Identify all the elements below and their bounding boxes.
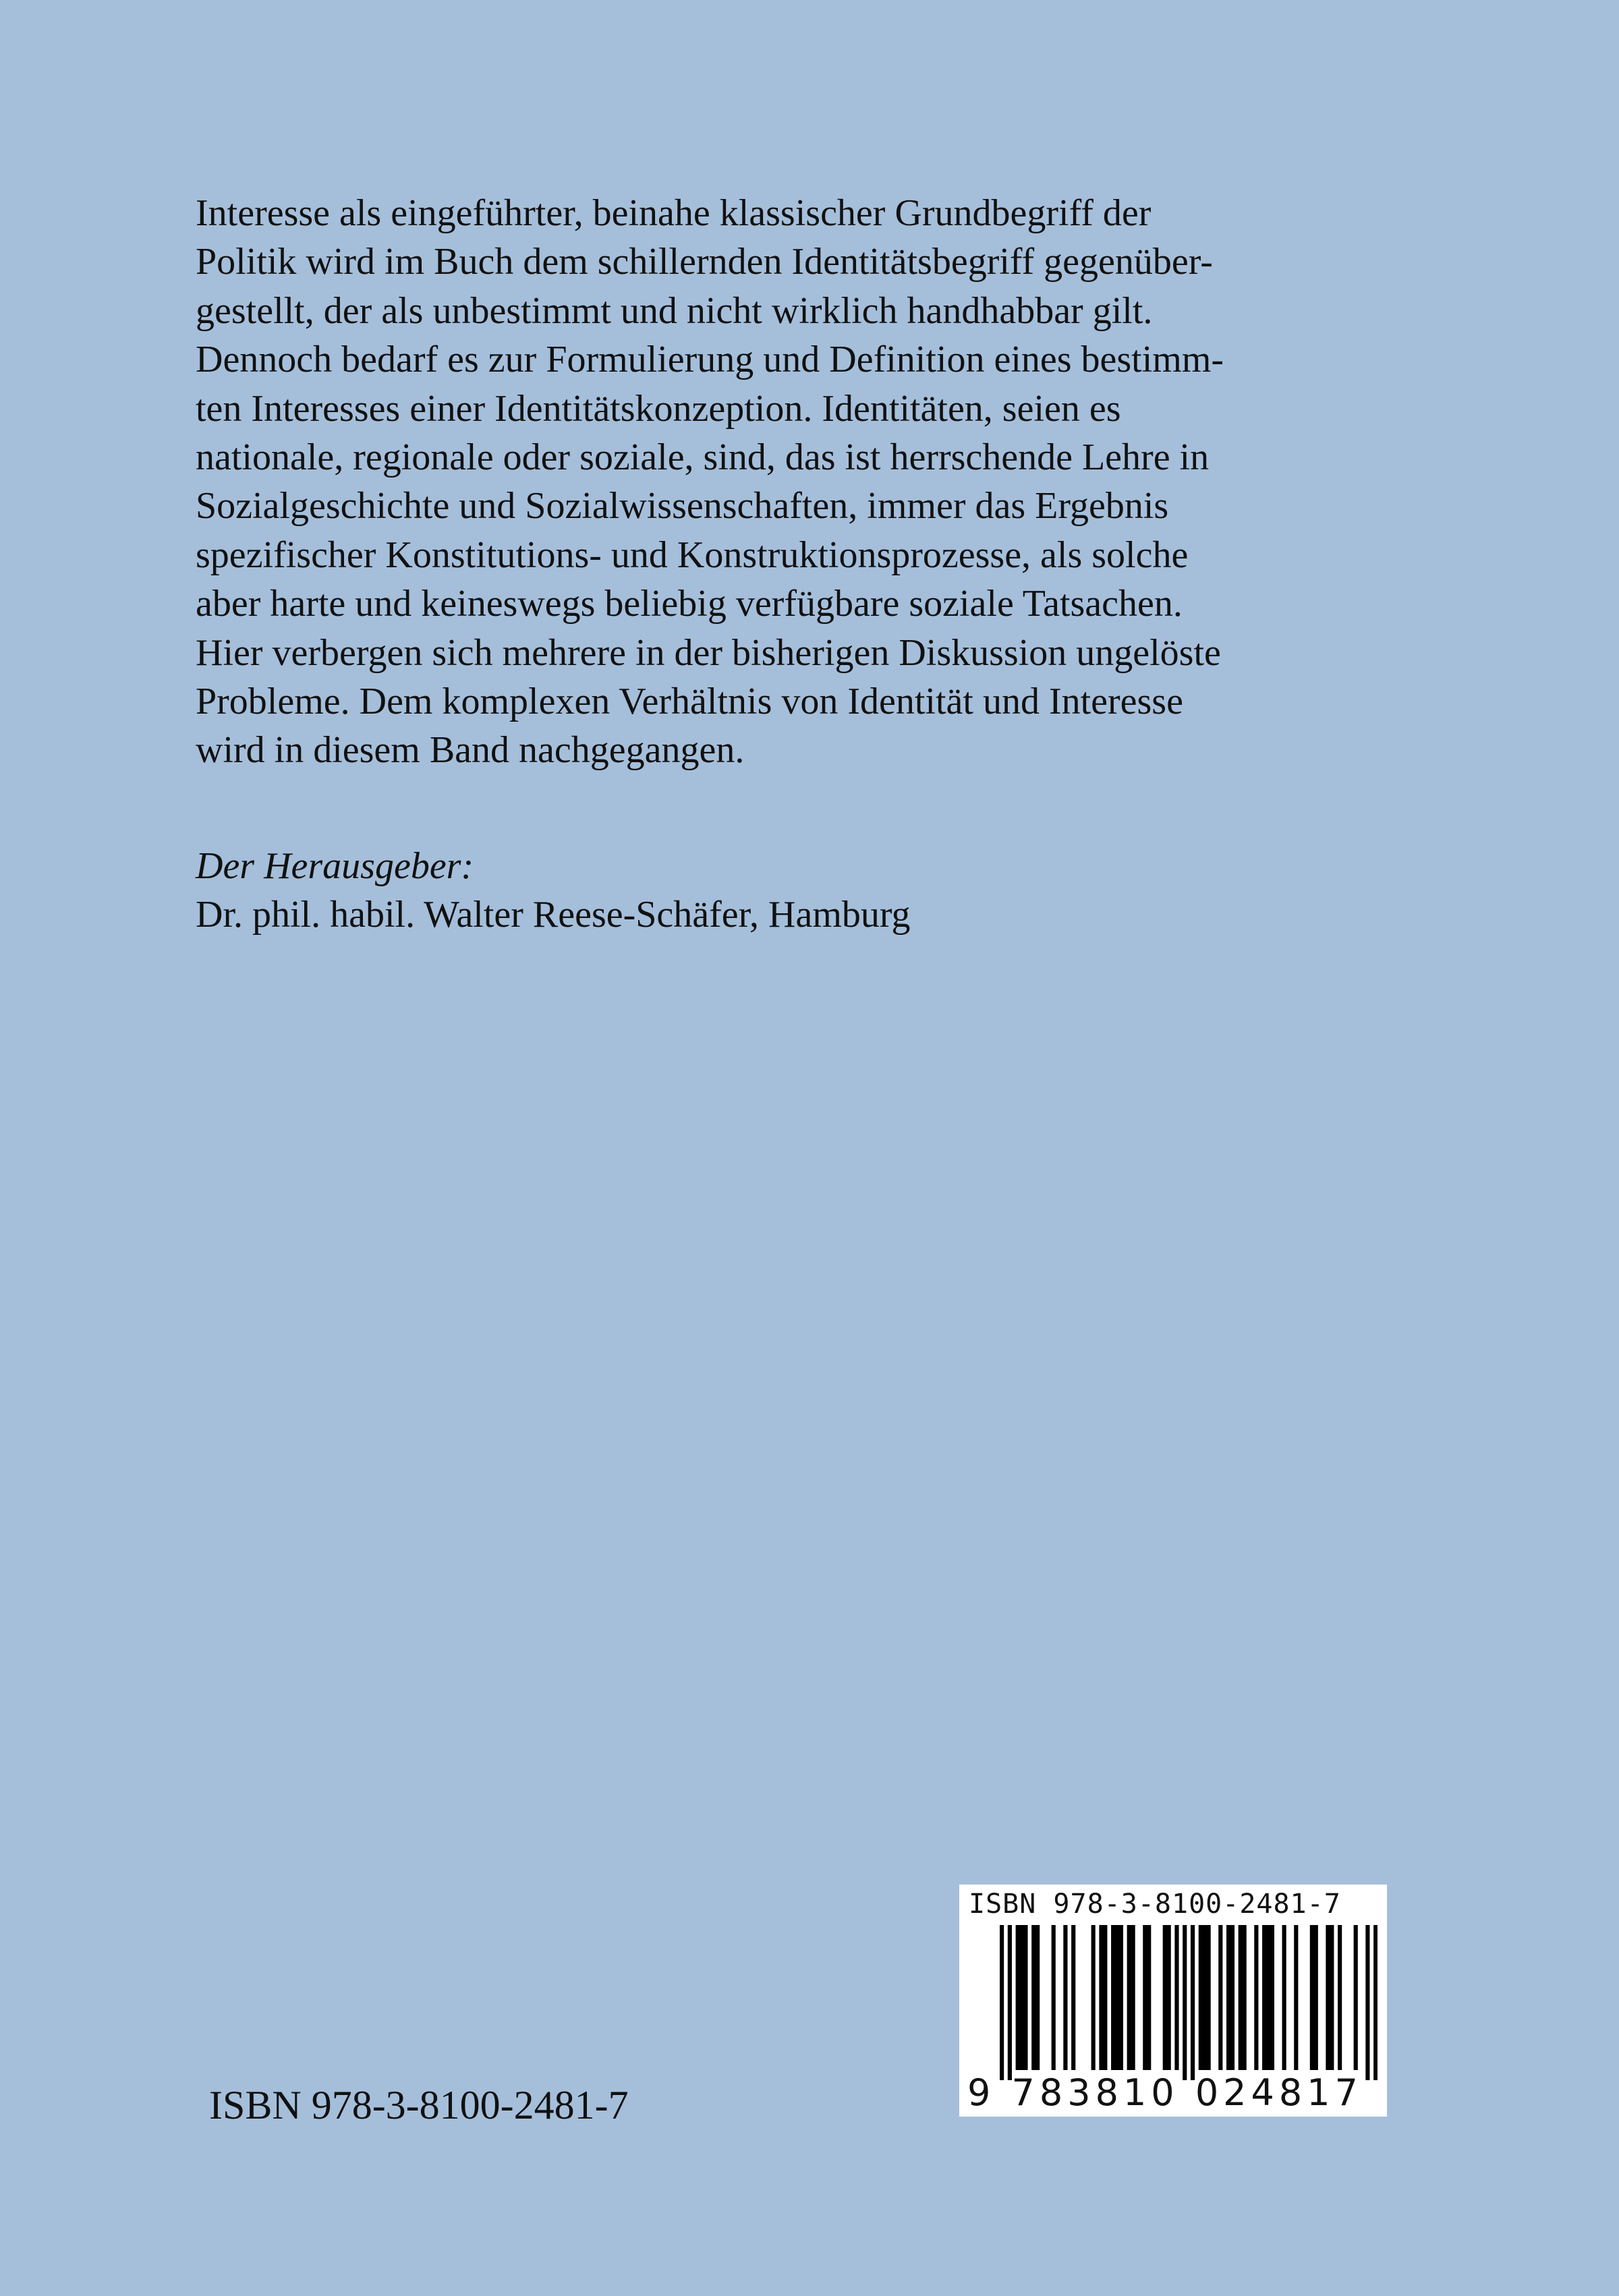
barcode-guard-bar [1000, 1925, 1004, 2080]
barcode-bar [1218, 1925, 1222, 2070]
blurb-line: aber harte und keineswegs beliebig verfügbare soziale Tatsachen. [196, 583, 1183, 625]
barcode-bar [1111, 1925, 1115, 2070]
barcode-bar [1091, 1925, 1096, 2070]
barcode-bar [1282, 1925, 1286, 2070]
isbn-text: ISBN 978-3-8100-2481-7 [209, 2083, 629, 2127]
editor-label: Der Herausgeber: [196, 845, 474, 887]
barcode-guard-bar [1365, 1925, 1369, 2080]
barcode-bar [1326, 1925, 1330, 2070]
barcode-bar [1254, 1925, 1258, 2070]
barcode-bar [1147, 1925, 1151, 2070]
blurb-line: Sozialgeschichte und Sozialwissenschaften, immer das Ergebnis [196, 485, 1169, 527]
barcode-bar [1266, 1925, 1270, 2070]
barcode-bar [1203, 1925, 1207, 2070]
barcode-bar [1131, 1925, 1135, 2070]
barcode [959, 1885, 1387, 2117]
blurb-line: gestellt, der als unbestimmt und nicht wirklich handhabbar gilt. [196, 289, 1153, 332]
barcode-bar [1163, 1925, 1167, 2070]
barcode-bar [1270, 1925, 1274, 2070]
blurb-line: Interesse als eingeführter, beinahe klassischer Grundbegriff der [196, 192, 1152, 234]
barcode-guard-bar [1191, 1925, 1195, 2080]
barcode-guard-bar [1008, 1925, 1012, 2080]
barcode-bar [1063, 1925, 1067, 2070]
barcode-bar [1243, 1925, 1247, 2070]
barcode-bar [1310, 1925, 1314, 2070]
editor-name: Dr. phil. habil. Walter Reese-Schäfer, Hamburg [196, 894, 911, 936]
barcode-bar [1119, 1925, 1123, 2070]
barcode-bar [1127, 1925, 1131, 2070]
barcode-bar [1338, 1925, 1342, 2070]
blurb-line: ten Interesses einer Identitätskonzeption. Identitäten, seien es [196, 387, 1121, 430]
blurb-line: wird in diesem Band nachgegangen. [196, 729, 745, 772]
barcode-bar [1174, 1925, 1178, 2070]
barcode-bar [1016, 1925, 1020, 2070]
barcode-bar [1023, 1925, 1027, 2070]
barcode-isbn-label: ISBN 978-3-8100-2481-7 [969, 1889, 1341, 1920]
barcode-bar [1314, 1925, 1318, 2070]
blurb-line: Hier verbergen sich mehrere in der bisherigen Diskussion ungelöste [196, 631, 1221, 674]
barcode-digits: 9 783810 024817 [967, 2071, 1363, 2114]
barcode-guard-bar [1373, 1925, 1377, 2080]
blurb-line: Dennoch bedarf es zur Formulierung und Definition eines bestimm- [196, 339, 1224, 381]
blurb-text [196, 189, 1477, 775]
blurb-line: Probleme. Dem komplexen Verhältnis von Identität und Interesse [196, 681, 1183, 723]
barcode-bar [1230, 1925, 1234, 2070]
barcode-bar [1294, 1925, 1298, 2070]
barcode-bar [1071, 1925, 1075, 2070]
barcode-bar [1226, 1925, 1230, 2070]
barcode-bar [1199, 1925, 1203, 2070]
barcode-bar [1262, 1925, 1266, 2070]
barcode-bar [1099, 1925, 1103, 2070]
barcode-bar [1019, 1925, 1023, 2070]
blurb-line: spezifischer Konstitutions- und Konstruktionsprozesse, als solche [196, 534, 1189, 576]
blurb-line: nationale, regionale oder soziale, sind, das ist herrschende Lehre in [196, 436, 1210, 479]
barcode-bar [1031, 1925, 1035, 2070]
barcode-bar [1035, 1925, 1040, 2070]
barcode-bar [1115, 1925, 1119, 2070]
barcode-bar [1330, 1925, 1334, 2070]
barcode-bar [1167, 1925, 1171, 2070]
blurb-line: Politik wird im Buch dem schillernden Identitätsbegriff gegenüber- [196, 241, 1213, 283]
barcode-bar [1052, 1925, 1056, 2070]
barcode-bar [1143, 1925, 1147, 2070]
barcode-guard-bar [1183, 1925, 1187, 2080]
barcode-bars [1000, 1925, 1377, 2080]
barcode-bar [1239, 1925, 1243, 2070]
barcode-bar [1207, 1925, 1211, 2070]
barcode-bar [1354, 1925, 1358, 2070]
barcode-bar [1103, 1925, 1107, 2070]
